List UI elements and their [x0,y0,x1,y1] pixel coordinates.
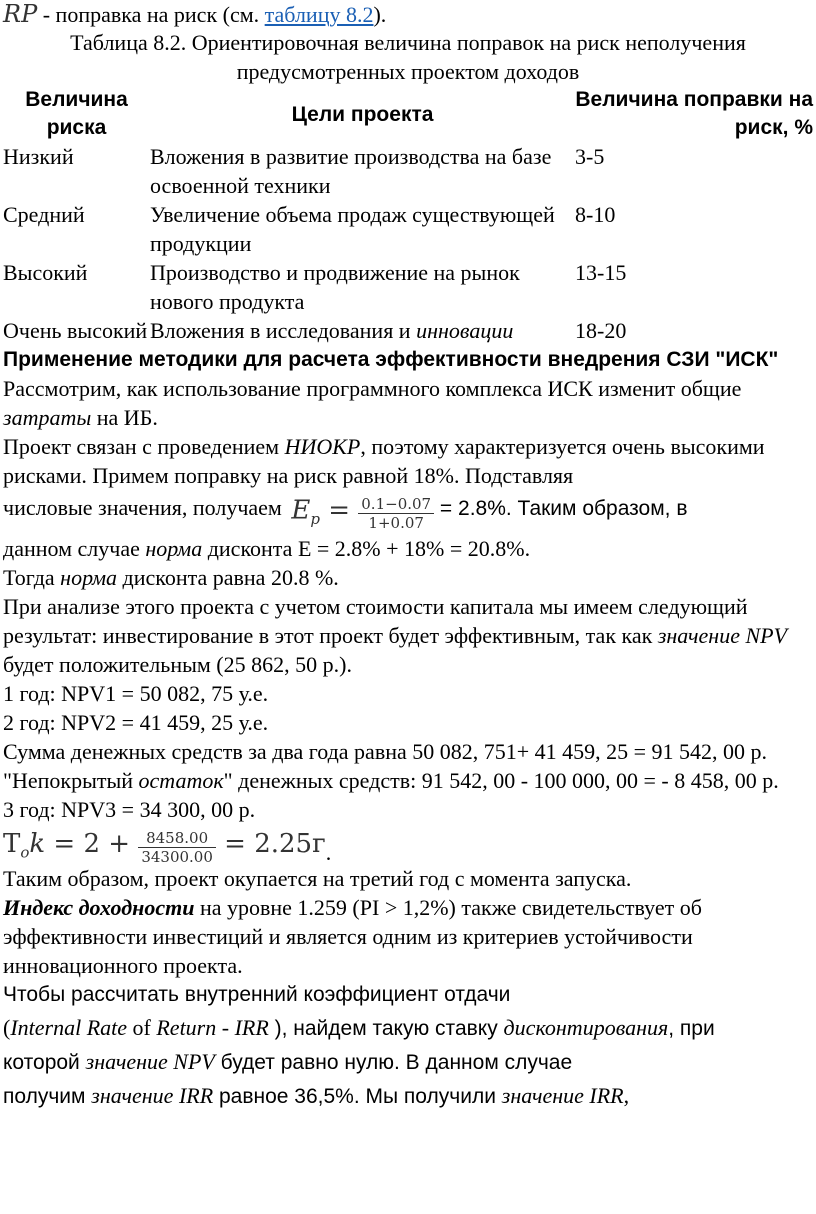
paragraph: 2 год: NPV2 = 41 459, 25 у.е. [3,710,269,736]
rp-symbol: RP [3,0,38,28]
paragraph: Таким образом, проект окупается на третий год с момента запуска. [3,866,632,892]
paragraph: 1 год: NPV1 = 50 082, 75 у.е. [3,681,269,707]
document-page [3,0,813,1111]
table-row [3,200,813,258]
formula-payback: $T_ok = 2$ + $\frac{8458.00}{34300.00}$ = 2.25г. [3,828,332,866]
cell-risk: Высокий [3,260,88,285]
table-row [3,316,813,345]
table-header-row [3,86,813,142]
paragraph: Чтобы рассчитать внутренний коэффициент отдачи [3,983,511,1007]
section-heading: Применение методики для расчета эффективности внедрения СЗИ "ИСК" [3,348,779,371]
paragraph: Сумма денежных средств за два года равна 50 082, 751+ 41 459, 25 = 91 542, 00 р. [3,739,768,765]
cell-premium: 8-10 [575,202,616,227]
cell-premium: 18-20 [575,318,627,343]
paragraph: (Internal Rate of Return - IRR ), найдем такую ставку дисконтирования, при [3,1015,715,1041]
risk-table [3,86,813,345]
cell-goal: Увеличение объема продаж существующей продукции [150,202,555,256]
header-risk-premium: Величина поправки на риск, % [575,88,813,139]
cell-goal: Вложения в исследования и инновации [150,318,514,343]
intro-line: RP - поправка на риск (см. таблицу 8.2). [3,0,387,28]
paragraph: 3 год: NPV3 = 34 300, 00 р. [3,797,256,823]
table-link[interactable]: таблицу 8.2 [264,2,374,27]
cell-goal: Производство и продвижение на рынок нового продукта [150,260,520,314]
cell-risk: Очень высокий [3,318,148,343]
paragraph-with-formula: числовые значения, получаем $E_p$ = $\frac{0.1-0.07}{1+0.07}$ = 2.8%. Таким образом, в [3,495,688,533]
paragraph: "Непокрытый остаток" денежных средств: 91 542, 00 - 100 000, 00 = - 8 458, 00 р. [3,768,779,794]
paragraph: При анализе этого проекта с учетом стоимости капитала мы имеем следующий результат: инвестирование в этот проект будет эффективным, так как значение NPV будет положительным (25 862, 50 р.). [3,594,788,678]
paragraph: Индекс доходности на уровне 1.259 (PI > 1,2%) также свидетельствует об эффективности инвестиций и является одним из критериев устойчивости инновационного проекта. [3,895,702,979]
table-row [3,142,813,200]
formula-fraction: $\frac{8458.00}{34300.00}$ [138,829,216,866]
intro-text: - поправка на риск (см. [37,2,265,27]
paragraph: данном случае норма дисконта E = 2.8% + 18% = 20.8%. [3,536,531,562]
cell-risk: Средний [3,202,85,227]
paragraph: Рассмотрим, как использование программного комплекса ИСК изменит общие затраты на ИБ. [3,376,742,430]
header-project-goals: Цели проекта [291,102,434,126]
cell-risk: Низкий [3,144,74,169]
paragraph: Тогда норма дисконта равна 20.8 %. [3,565,339,591]
header-risk-level: Величина риска [25,88,128,139]
paragraph: которой значение NPV будет равно нулю. В данном случае [3,1049,573,1075]
table-row [3,258,813,316]
formula-fraction: $\frac{0.1-0.07}{1+0.07}$ [358,495,434,532]
formula-ep: $E_p$ = $\frac{0.1-0.07}{1+0.07}$ [291,495,434,534]
table-caption: Таблица 8.2. Ориентировочная величина поправок на риск неполучения предусмотренных проектом доходов [70,30,746,84]
cell-premium: 3-5 [575,144,605,169]
paragraph: Проект связан с проведением НИОКР, поэтому характеризуется очень высокими рисками. Примем поправку на риск равной 18%. Подставляя [3,434,765,488]
paragraph: получим значение IRR равное 36,5%. Мы получили значение IRR, [3,1083,630,1109]
cell-premium: 13-15 [575,260,627,285]
cell-goal: Вложения в развитие производства на базе освоенной техники [150,144,552,198]
